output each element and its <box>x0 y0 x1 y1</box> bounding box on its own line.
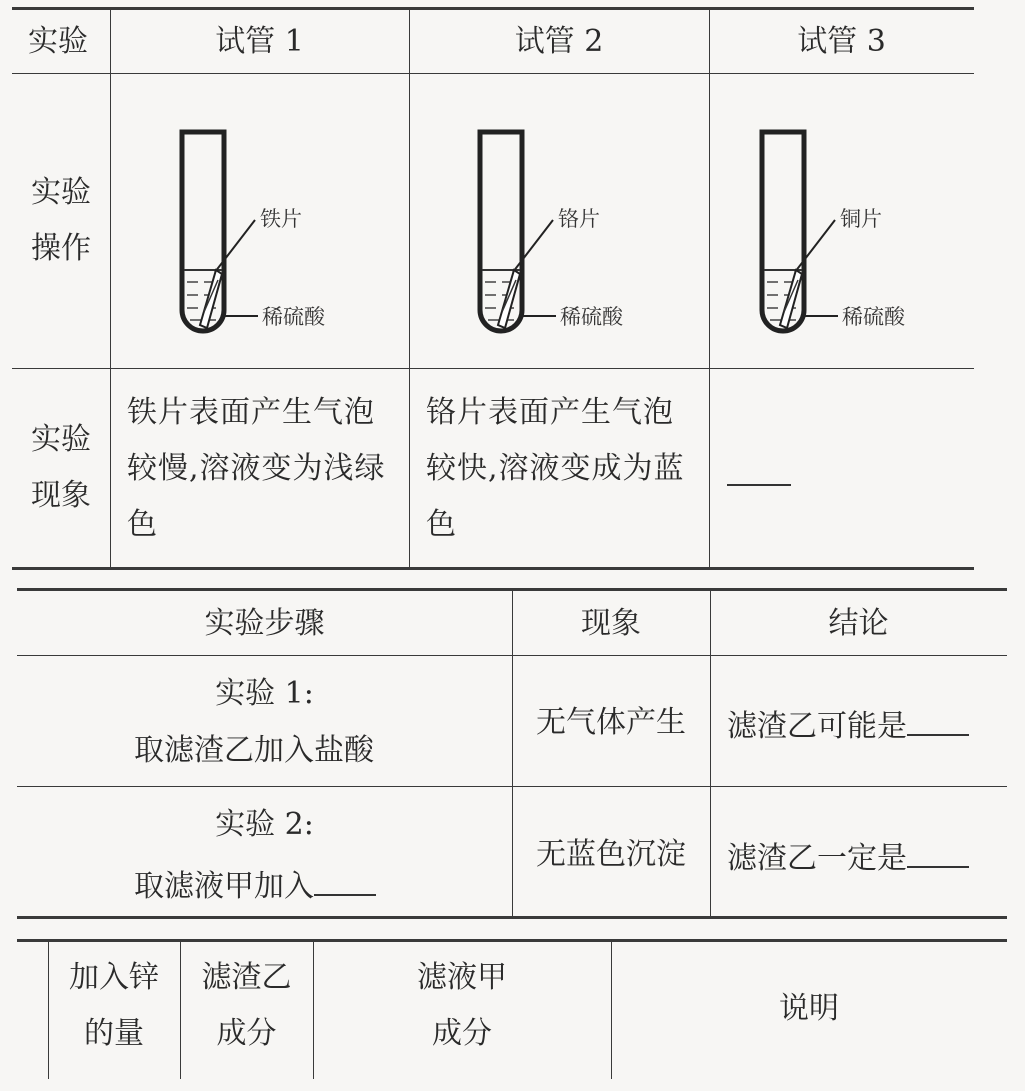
acid-label-1: 稀硫酸 <box>262 305 325 329</box>
table1-header-experiment: 实验 <box>28 24 88 59</box>
step-1-title: 实验 1: <box>215 676 314 711</box>
acid-label-3: 稀硫酸 <box>842 305 905 329</box>
table1-bottom-border <box>12 567 974 570</box>
row-2-conclusion <box>727 840 969 874</box>
test-tube-2-diagram <box>458 120 658 350</box>
table1-phenomenon-label: 实验 现象 <box>31 422 91 513</box>
table1-header-tube2: 试管 2 <box>514 24 604 59</box>
metal-label-iron: 铁片 <box>260 207 302 231</box>
table3-header-filtrate: 滤液甲 成分 <box>417 960 507 1051</box>
table2-header-phenomenon: 现象 <box>581 606 641 641</box>
table1-header-tube1: 试管 1 <box>215 24 304 59</box>
row-1-conclusion <box>727 708 969 742</box>
phenomenon-tube-1: 铁片表面产生气泡较慢,溶液变为浅绿色 <box>127 395 386 542</box>
row-1-phenomenon: 无气体产生 <box>536 705 686 740</box>
row-1-conclusion-blank <box>907 708 969 736</box>
table1-top-border <box>12 7 974 10</box>
row-2-phenomenon: 无蓝色沉淀 <box>536 837 686 872</box>
step-2-detail <box>134 868 376 902</box>
metal-label-chromium: 铬片 <box>558 207 600 231</box>
metal-label-copper: 铜片 <box>840 207 882 231</box>
table1-col-divider <box>409 7 410 569</box>
table3-top-border <box>17 939 1007 942</box>
row-2-conclusion-text: 滤渣乙一定是 <box>727 841 907 876</box>
row-2-conclusion-blank <box>907 840 969 868</box>
table1-operation-label: 实验 操作 <box>31 175 91 266</box>
step-2-detail-blank <box>314 868 376 896</box>
phenomenon-tube-2: 铬片表面产生气泡较快,溶液变成为蓝色 <box>426 395 685 542</box>
table1-header-divider <box>12 73 974 74</box>
table2-header-steps: 实验步骤 <box>204 606 325 641</box>
table1-row-divider <box>12 368 974 369</box>
table2-header-conclusion: 结论 <box>828 606 889 641</box>
table3-header-residue: 滤渣乙 成分 <box>201 960 292 1051</box>
test-tube-1-diagram <box>160 120 360 350</box>
step-2-title: 实验 2: <box>215 807 314 842</box>
table1-col-divider <box>110 7 111 569</box>
table1-header-tube3: 试管 3 <box>797 24 886 59</box>
row-1-conclusion-text: 滤渣乙可能是 <box>727 709 907 744</box>
table3-header-zinc-amount: 加入锌 的量 <box>69 960 159 1051</box>
step-1-detail: 取滤渣乙加入盐酸 <box>134 733 374 768</box>
phenomenon-tube-3-blank <box>727 484 791 486</box>
acid-label-2: 稀硫酸 <box>560 305 623 329</box>
table3-header-explanation: 说明 <box>779 991 839 1026</box>
step-2-detail-text: 取滤液甲加入 <box>134 869 314 904</box>
table1-col-divider <box>709 7 710 569</box>
test-tube-3-diagram <box>740 120 940 350</box>
